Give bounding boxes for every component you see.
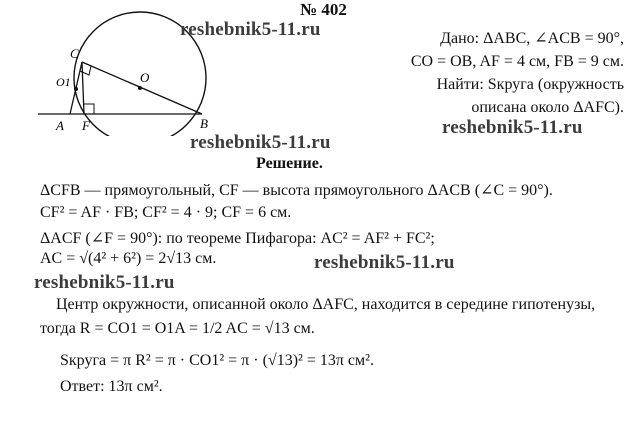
solution-line-2: CF² = AF · FB; CF² = 4 · 9; CF = 6 см. xyxy=(40,204,292,221)
right-angle-f xyxy=(84,104,94,114)
solution-line-3: ΔACF (∠F = 90°): по теореме Пифагора: AC² = AF² + FC²; xyxy=(40,230,435,247)
solution-line-5: Центр окружности, описанной около ΔAFC, находится в середине гипотенузы, xyxy=(56,296,596,313)
label-a: A xyxy=(56,118,64,133)
watermark-5: reshebnik5-11.ru xyxy=(314,252,455,273)
solution-line-4: AC = √(4² + 6²) = 2√13 см. xyxy=(40,250,217,267)
given-line-1: Дано: ΔABC, ∠ACB = 90°, xyxy=(440,30,624,47)
given-line-4: описана около ΔAFC). xyxy=(471,99,624,116)
point-o1 xyxy=(74,87,78,91)
watermark-4: reshebnik5-11.ru xyxy=(34,272,175,293)
given-line-2: CO = OB, AF = 4 см, FB = 9 см. xyxy=(410,53,624,70)
label-b: B xyxy=(200,116,208,131)
label-c: C xyxy=(70,46,79,61)
watermark-3: reshebnik5-11.ru xyxy=(190,132,331,153)
solution-title: Решение. xyxy=(256,155,323,172)
label-o: O xyxy=(140,70,150,85)
altitude-cf xyxy=(82,62,84,114)
problem-number: № 402 xyxy=(300,0,347,19)
solution-line-7: Sкруга = π R² = π · CO1² = π · (√13)² = 13π см². xyxy=(60,352,374,369)
point-o xyxy=(138,86,142,90)
answer-line: Ответ: 13π см². xyxy=(60,378,163,395)
watermark-1: reshebnik5-11.ru xyxy=(180,19,321,40)
label-o1: O1 xyxy=(56,75,71,89)
solution-line-6: тогда R = CO1 = O1A = 1/2 AC = √13 см. xyxy=(40,320,315,337)
solution-line-1: ΔCFB — прямоугольный, CF — высота прямоугольного ΔACB (∠C = 90°). xyxy=(40,182,553,199)
watermark-2: reshebnik5-11.ru xyxy=(442,117,583,138)
label-f: F xyxy=(82,118,90,133)
given-line-3: Найти: Sкруга (окружность xyxy=(436,76,624,93)
